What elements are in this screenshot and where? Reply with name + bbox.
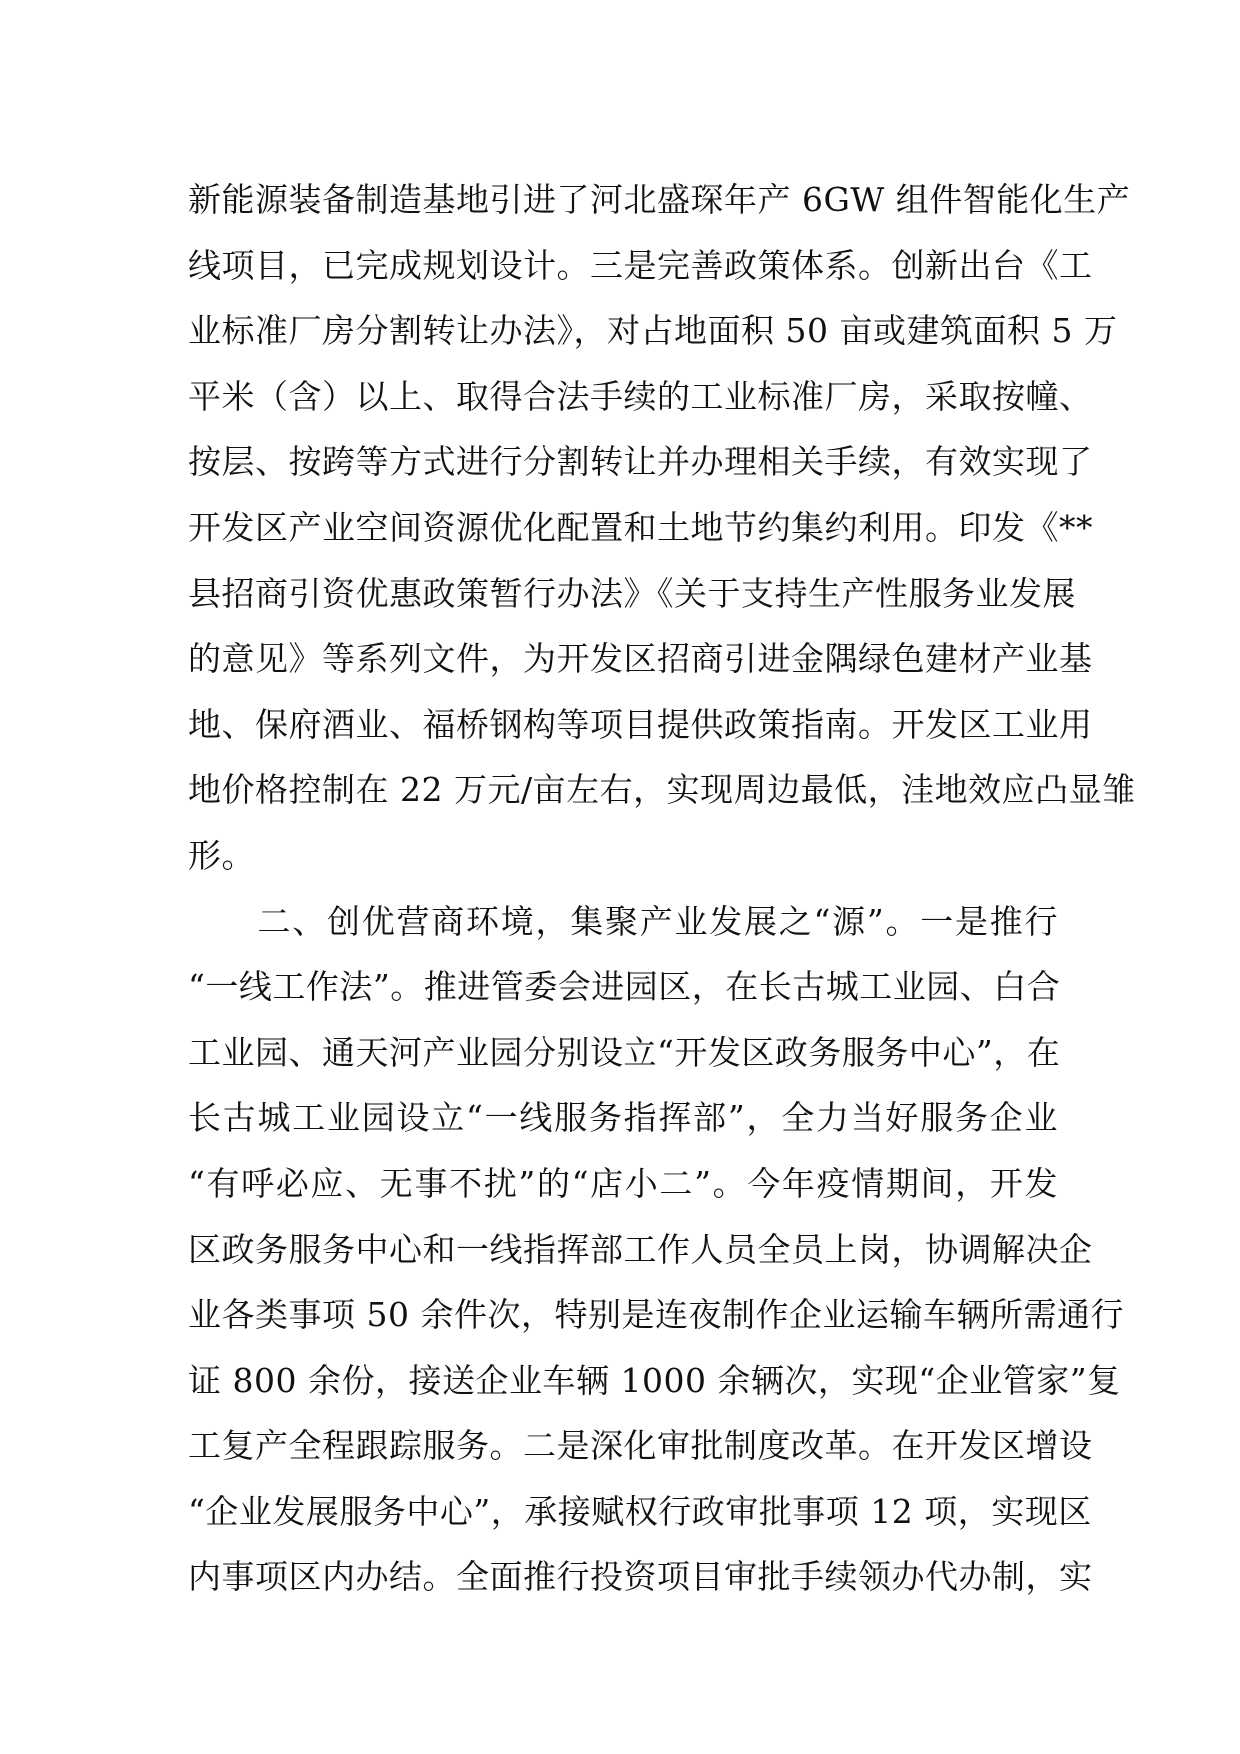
text-line: “企业发展服务中心”，承接赋权行政审批事项 12 项，实现区: [188, 1491, 1092, 1531]
text-line: “一线工作法”。推进管委会进园区，在长古城工业园、白合: [188, 967, 1061, 1007]
text-line: 平米（含）以上、取得合法手续的工业标准厂房，采取按幢、: [188, 376, 1093, 416]
text-line: 县招商引资优惠政策暂行办法》《关于支持生产性服务业发展: [188, 573, 1076, 613]
text-line: 业标准厂房分割转让办法》，对占地面积 50 亩或建筑面积 5 万: [188, 311, 1118, 351]
text-line: 的意见》等系列文件，为开发区招商引进金隅绿色建材产业基: [188, 639, 1093, 679]
text-line: 地、保府酒业、福桥钢构等项目提供政策指南。开发区工业用: [188, 704, 1093, 744]
text-line: 按层、按跨等方式进行分割转让并办理相关手续，有效实现了: [188, 442, 1093, 482]
text-line: 工复产全程跟踪服务。二是深化审批制度改革。在开发区增设: [188, 1426, 1093, 1466]
text-line: 区政务服务中心和一线指挥部工作人员全员上岗，协调解决企: [188, 1229, 1093, 1269]
text-line: “有呼必应、无事不扰”的“店小二”。今年疫情期间，开发: [188, 1163, 1058, 1203]
text-line: 地价格控制在 22 万元/亩左右，实现周边最低，洼地效应凸显雏: [188, 770, 1136, 810]
paragraph-start-line: 二、创优营商环境，集聚产业发展之“源”。一是推行: [188, 901, 1058, 941]
text-line: 证 800 余份，接送企业车辆 1000 余辆次，实现“企业管家”复: [188, 1360, 1121, 1400]
text-line: 工业园、通天河产业园分别设立“开发区政务服务中心”，在: [188, 1032, 1061, 1072]
text-line: 线项目，已完成规划设计。三是完善政策体系。创新出台《工: [188, 245, 1093, 285]
body-text: [188, 167, 1136, 1610]
text-line: 长古城工业园设立“一线服务指挥部”，全力当好服务企业: [188, 1098, 1058, 1138]
text-line: 形。: [188, 835, 255, 875]
text-line: 新能源装备制造基地引进了河北盛琛年产 6GW 组件智能化生产: [188, 180, 1131, 219]
text-line: 业各类事项 50 余件次，特别是连夜制作企业运输车辆所需通行: [188, 1295, 1124, 1335]
text-line: 开发区产业空间资源优化配置和土地节约集约利用。印发《**: [188, 507, 1093, 547]
text-line: 内事项区内办结。全面推行投资项目审批手续领办代办制，实: [188, 1557, 1093, 1597]
